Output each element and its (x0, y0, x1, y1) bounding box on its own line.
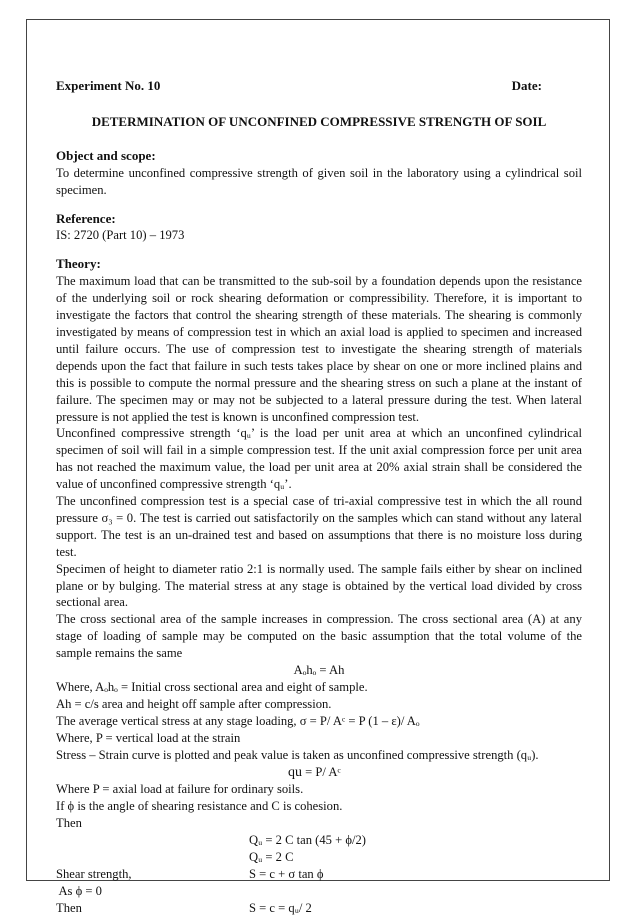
document-body (56, 78, 582, 917)
object-scope-heading: Object and scope: (56, 147, 156, 163)
object-scope-text: To determine unconfined compressive strength of given soil in the laboratory using a cylindrical soil specimen. (56, 165, 582, 197)
then-label: Then (56, 816, 82, 831)
reference-text: IS: 2720 (Part 10) – 1973 (56, 228, 185, 243)
shear-strength-equation: S = c + σ tan ϕ (249, 866, 324, 881)
qu-cohesion-equation: Qᵤ = 2 C (249, 850, 294, 865)
phi-definition: If ϕ is the angle of shearing resistance and C is cohesion. (56, 799, 343, 814)
theory-paragraph: Unconfined compressive strength ‘qᵤ’ is the load per unit area at which an unconfined cylindrical specimen of soil will fail in a simple compression test. If the unit axial compression force per unit area has not reached the maximum value, the load per unit area at 20% axial strain shall be considered the value of unconfined compressive strength ‘qᵤ’. (56, 426, 582, 492)
theory-paragraph: The unconfined compression test is a special case of tri-axial compressive test in which the all round pressure σ₃ = 0. The test is carried out satisfactorily on the samples which can stand without any lateral support. The test is an un-drained test and based on assumptions that there is no moisture loss during test. (56, 494, 582, 559)
shear-strength-label: Shear strength, (56, 866, 132, 881)
shear-strength-row (56, 866, 582, 883)
axial-load-definition: Where P = axial load at failure for ordinary soils. (56, 782, 304, 797)
qu-symbol: qu (288, 764, 302, 780)
qu-tan-equation: Qᵤ = 2 C tan (45 + ϕ/2) (249, 833, 366, 848)
reference-heading: Reference: (56, 210, 116, 226)
header-row (56, 78, 582, 95)
qu-expression: = P/ Aᶜ (302, 764, 341, 779)
average-stress-equation: The average vertical stress at any stage loading, σ = P/ Aᶜ = P (1 – ε)/ Aₒ (56, 713, 420, 728)
theory-heading: Theory: (56, 256, 101, 272)
theory-paragraph: The maximum load that can be transmitted to the sub-soil by a foundation depends upon the resistance of the underlying soil or rock shearing deformation or compressibility. Therefore, it is important to investigate the factors that control the shearing strength of these materials. The shearing is commonly investigated by means of compression test in which an axial load is applied to specimen and increased until failure occurs. The use of compression test to investigate the shearing strength of materials depends upon the fact that failure in such tests takes place by shear on one or more inclined plains and this is possible to compute the normal pressure and the shearing stress on such a plane at the instant of failure. The specimen may or may not be subjected to a lateral pressure during the test. When lateral pressure is not applied the test is known is unconfined compression test. (56, 274, 582, 424)
load-definition: Where, P = vertical load at the strain (56, 730, 241, 745)
then-label: Then (56, 900, 82, 915)
date-label: Date: (511, 78, 542, 93)
experiment-number: Experiment No. 10 (56, 78, 161, 93)
ah-definition: Ah = c/s area and height off sample after compression. (56, 696, 332, 711)
phi-zero-note: As ϕ = 0 (56, 883, 102, 898)
qu-equation (56, 764, 582, 782)
stress-strain-note: Stress – Strain curve is plotted and peak value is taken as unconfined compressive strength (qᵤ). (56, 747, 539, 762)
area-definition: Where, Aₒhₒ = Initial cross sectional area and eight of sample. (56, 680, 368, 694)
theory-paragraph: The cross sectional area of the sample increases in compression. The cross sectional area (A) at any stage of loading of sample may be computed on the basic assumption that the total volume of the sample remains the same (56, 612, 582, 661)
final-equation-row (56, 900, 582, 917)
document-title: DETERMINATION OF UNCONFINED COMPRESSIVE STRENGTH OF SOIL (91, 113, 547, 129)
theory-paragraph: Specimen of height to diameter ratio 2:1 is normally used. The sample fails either by shear on inclined plane or by bulging. The material stress at any stage is obtained by the vertical load divided by cross sectional area. (56, 561, 582, 610)
final-shear-equation: S = c = qᵤ/ 2 (249, 900, 312, 915)
area-equation: Aₒhₒ = Ah (293, 663, 345, 678)
